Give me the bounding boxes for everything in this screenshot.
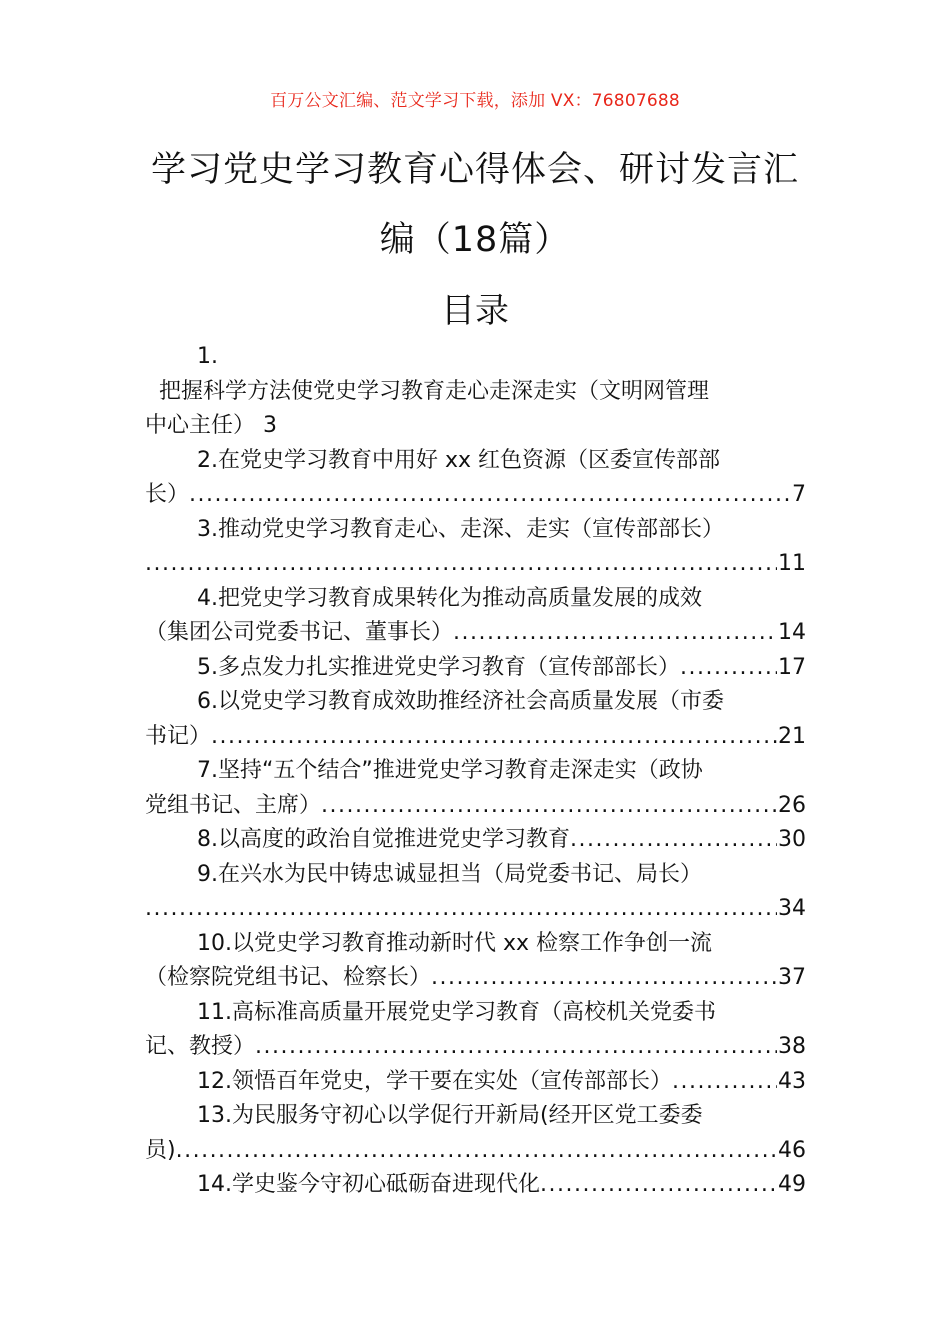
toc-entry-title-cont: 书记）	[145, 723, 212, 749]
toc-entry-page: 21	[778, 723, 806, 749]
toc-leader-dots	[189, 478, 791, 513]
toc-entry-page: 3	[263, 413, 278, 438]
toc-entry-page: 49	[778, 1172, 806, 1197]
toc-entry-title: 6.以党史学习教育成效助推经济社会高质量发展（市委	[197, 689, 724, 714]
toc-leader-dots	[321, 789, 777, 824]
toc-entry-title: 2.在党史学习教育中用好 xx 红色资源（区委宣传部部	[197, 447, 721, 473]
toc-entry-title: 把握科学方法使党史学习教育走心走深走实（文明网管理	[159, 378, 710, 404]
toc-entry-title: 11.高标准高质量开展党史学习教育（高校机关党委书	[197, 999, 716, 1025]
toc-leader-dots	[145, 547, 777, 582]
toc-leader-dots	[255, 1030, 777, 1065]
toc-entry[interactable]	[145, 858, 806, 927]
toc-entry-title-cont: 员)	[145, 1137, 176, 1163]
toc-entry-page: 34	[778, 896, 806, 921]
toc-entry-title: 3.推动党史学习教育走心、走深、走实（宣传部部长）	[197, 516, 724, 542]
toc-leader-dots	[540, 1168, 777, 1203]
toc-entry-page: 46	[778, 1137, 806, 1163]
toc-entry[interactable]	[145, 513, 806, 582]
toc-leader-dots	[431, 961, 777, 996]
toc-entry-title: 5.多点发力扎实推进党史学习教育（宣传部部长）	[197, 654, 680, 680]
toc-entry-title: 7.坚持“五个结合”推进党史学习教育走深走实（政协	[197, 758, 703, 783]
toc-entry-page: 30	[778, 827, 806, 852]
toc-entry-title: 10.以党史学习教育推动新时代 xx 检察工作争创一流	[197, 930, 713, 956]
document-title-line1: 学习党史学习教育心得体会、研讨发言汇	[150, 150, 799, 190]
toc-entry-page: 37	[778, 965, 806, 990]
toc-entry-title: 13.为民服务守初心以学促行开新局(经开区党工委委	[197, 1103, 703, 1128]
toc-leader-dots	[145, 892, 777, 927]
toc-entry[interactable]	[145, 651, 806, 686]
toc-entry-title-cont: （集团公司党委书记、董事长）	[145, 620, 454, 645]
toc-leader-dots	[680, 651, 777, 686]
toc-entry-title-cont: （检察院党组书记、检察长）	[145, 965, 432, 990]
toc-entry-title-cont: 记、教授）	[145, 1034, 256, 1059]
toc-entry[interactable]	[145, 754, 806, 823]
document-title-line2: 编（18篇）	[379, 220, 571, 260]
toc-entry[interactable]	[145, 582, 806, 651]
toc-entry[interactable]	[145, 444, 806, 513]
toc-entry-title-cont: 中心主任）	[145, 413, 256, 438]
header-note: 百万公文汇编、范文学习下载，添加 VX：76807688	[270, 91, 680, 111]
toc-leader-dots	[453, 616, 777, 651]
toc-entry[interactable]	[145, 685, 806, 754]
toc-entry[interactable]	[145, 927, 806, 996]
toc-entry-title: 4.把党史学习教育成果转化为推动高质量发展的成效	[197, 585, 702, 611]
toc-entry-page: 38	[778, 1034, 806, 1059]
toc-leader-dots	[672, 1065, 777, 1100]
toc-entry-page: 11	[778, 551, 806, 576]
toc-entry[interactable]	[145, 1065, 806, 1100]
toc-entry[interactable]	[145, 996, 806, 1065]
toc-entry-number: 1.	[197, 344, 218, 369]
toc-entry[interactable]	[145, 340, 806, 444]
toc-entry-page: 26	[778, 792, 806, 818]
toc-entry-page: 17	[778, 654, 806, 680]
table-of-contents	[145, 340, 806, 1203]
toc-entry-title: 9.在兴水为民中铸忠诚显担当（局党委书记、局长）	[197, 861, 702, 887]
toc-entry-number-row	[145, 340, 806, 375]
toc-heading: 目录	[441, 291, 509, 331]
toc-leader-dots	[570, 823, 777, 858]
toc-entry-page: 7	[792, 482, 806, 507]
toc-entry-title: 12.领悟百年党史，学干要在实处（宣传部部长）	[197, 1068, 672, 1094]
toc-leader-dots	[176, 1134, 777, 1169]
toc-entry-page: 14	[778, 620, 806, 645]
toc-entry-title-cont: 党组书记、主席）	[145, 792, 322, 818]
toc-entry[interactable]	[145, 1168, 806, 1203]
toc-entry-page: 43	[778, 1068, 806, 1094]
toc-leader-dots	[211, 720, 777, 755]
toc-entry[interactable]	[145, 823, 806, 858]
toc-entry-title: 14.学史鉴今守初心砥砺奋进现代化	[197, 1172, 540, 1197]
toc-entry[interactable]	[145, 1099, 806, 1168]
toc-entry-title-cont: 长）	[145, 482, 190, 507]
toc-entry-title: 8.以高度的政治自觉推进党史学习教育	[197, 827, 570, 852]
